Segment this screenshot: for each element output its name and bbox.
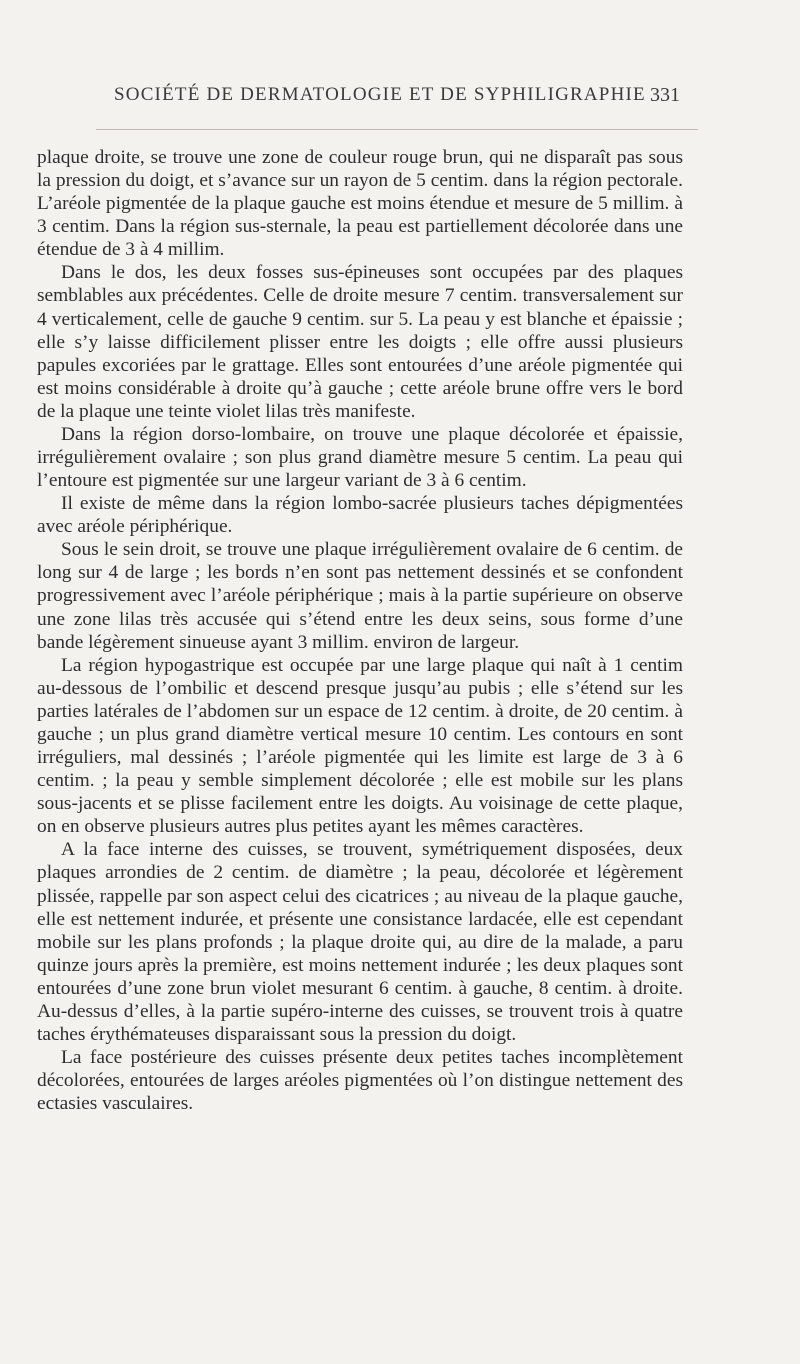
paragraph: A la face interne des cuisses, se trouvent, symétriquement disposées, deux plaques arrondies de 2 centim. de diamètre ; la peau, décolorée et légèrement plissée, rappelle par son aspect celui des cicatrices ; au niveau de la plaque gauche, elle est nettement indurée, et présente une consistance lardacée, elle est cependant mobile sur les plans profonds ; la plaque droite qui, au dire de la malade, a paru quinze jours après la première, est moins nettement indurée ; les deux plaques sont entourées d’une zone brun violet mesurant 6 centim. à gauche, 8 centim. à droite. Au-dessus d’elles, à la partie supéro-interne des cuisses, se trouvent trois à quatre taches érythémateuses disparaissant sous la pression du doigt. bbox=[37, 839, 683, 1045]
paragraph: plaque droite, se trouve une zone de couleur rouge brun, qui ne disparaît pas sous la pression du doigt, et s’avance sur un rayon de 5 centim. dans la région pectorale. L’aréole pigmentée de la plaque gauche est moins étendue et mesure de 5 millim. à 3 centim. Dans la région sus-sternale, la peau est partiellement décolorée dans une étendue de 3 à 4 millim. bbox=[37, 147, 683, 261]
paragraph: Sous le sein droit, se trouve une plaque irrégulièrement ovalaire de 6 centim. de long sur 4 de large ; les bords n’en sont pas nettement dessinés et se confondent progressivement avec l’aréole périphérique ; mais à la partie supérieure on observe une zone lilas très accusée qui s’étend entre les deux seins, sous forme d’une bande légèrement sinueuse ayant 3 millim. environ de largeur. bbox=[37, 539, 683, 653]
paragraph: Dans le dos, les deux fosses sus-épineuses sont occupées par des plaques semblables aux précédentes. Celle de droite mesure 7 centim. transversalement sur 4 verticalement, celle de gauche 9 centim. sur 5. La peau y est blanche et épaissie ; elle s’y laisse difficilement plisser entre les doigts ; elle offre aussi plusieurs papules excoriées par le grattage. Elles sont entourées d’une aréole pigmentée qui est moins considérable à droite qu’à gauche ; cette aréole brune offre vers le bord de la plaque une teinte violet lilas très manifeste. bbox=[37, 262, 683, 422]
header-rule bbox=[96, 129, 698, 130]
body-text bbox=[37, 146, 683, 1115]
page-number: 331 bbox=[650, 84, 680, 106]
paragraph: La région hypogastrique est occupée par une large plaque qui naît à 1 centim au-dessous de l’ombilic et descend presque jusqu’au pubis ; elle s’étend sur les parties latérales de l’abdomen sur un espace de 12 centim. à droite, de 20 centim. à gauche ; un plus grand diamètre vertical mesure 10 centim. Les contours en sont irréguliers, mal dessinés ; l’aréole pigmentée qui les limite est large de 3 à 6 centim. ; la peau y semble simplement décolorée ; elle est mobile sur les plans sous-jacents et se plisse facilement entre les doigts. Au voisinage de cette plaque, on en observe plusieurs autres plus petites ayant les mêmes caractères. bbox=[37, 654, 683, 838]
paragraph: La face postérieure des cuisses présente deux petites taches incomplètement décolorées, entourées de larges aréoles pigmentées où l’on distingue nettement des ectasies vasculaires. bbox=[37, 1047, 683, 1115]
running-header bbox=[114, 84, 680, 114]
paragraph: Il existe de même dans la région lombo-sacrée plusieurs taches dépigmentées avec aréole périphérique. bbox=[37, 493, 683, 538]
paragraph: Dans la région dorso-lombaire, on trouve une plaque décolorée et épaissie, irrégulièrement ovalaire ; son plus grand diamètre mesure 5 centim. La peau qui l’entoure est pigmentée sur une largeur variant de 3 à 6 centim. bbox=[37, 423, 683, 492]
running-header-title: SOCIÉTÉ DE DERMATOLOGIE ET DE SYPHILIGRAPHIE bbox=[114, 84, 646, 105]
